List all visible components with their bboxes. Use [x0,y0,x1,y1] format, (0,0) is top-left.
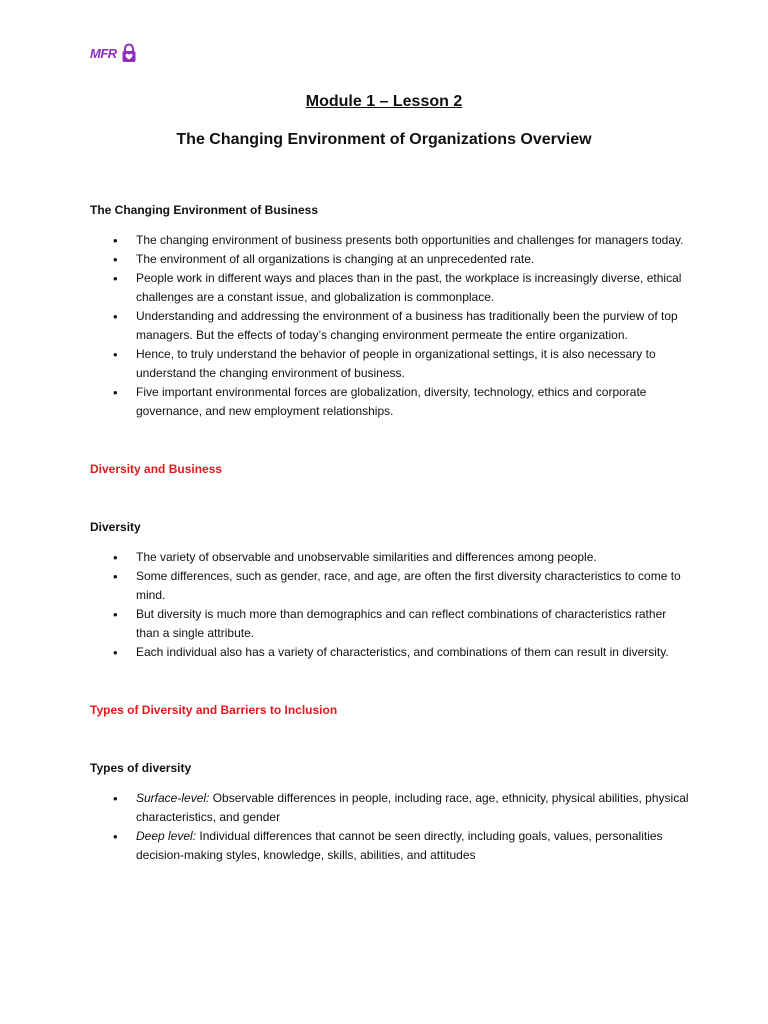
list-item [90,827,690,865]
list-item: • Each individual also has a variety of characteristics, and combinations of them can result in diversity. [90,643,690,662]
term-deep-level: Deep level: [136,829,197,843]
page-title: Module 1 – Lesson 2 [305,93,463,110]
definition-surface-level: Observable differences in people, including race, age, ethnicity, physical abilities, physical characteristics, and gender [136,791,689,824]
logo [90,42,138,64]
bullet-list-types-of-diversity [90,789,690,865]
list-item: • The changing environment of business presents both opportunities and challenges for managers today. [90,231,690,250]
section-heading-diversity-and-business: Diversity and Business [90,462,223,476]
list-item: • People work in different ways and places than in the past, the workplace is increasingly diverse, ethical challenges are a constant issue, and globalization is commonplace. [90,269,690,307]
lock-icon [120,42,138,64]
list-item: • Hence, to truly understand the behavior of people in organizational settings, it is also necessary to understand the changing environment of business. [90,345,690,383]
list-item [90,789,690,827]
section-heading-types-of-diversity-barriers: Types of Diversity and Barriers to Inclusion [90,703,338,717]
list-item: • But diversity is much more than demographics and can reflect combinations of characteristics rather than a single attribute. [90,605,690,643]
document-body [90,201,690,865]
bullet-list-diversity [90,548,690,662]
logo-text: MFR [90,45,117,61]
section-heading-diversity: Diversity [90,520,141,534]
page-subtitle: The Changing Environment of Organizations Overview [176,131,592,148]
list-item: • The environment of all organizations is changing at an unprecedented rate. [90,250,690,269]
list-item: • The variety of observable and unobservable similarities and differences among people. [90,548,690,567]
section-heading-types-of-diversity: Types of diversity [90,761,192,775]
term-surface-level: Surface-level: [136,791,210,805]
list-item: • Understanding and addressing the environment of a business has traditionally been the purview of top managers. But the effects of today’s changing environment permeate the entire organization. [90,307,690,345]
list-item: • Five important environmental forces are globalization, diversity, technology, ethics and corporate governance, and new employment relationships. [90,383,690,421]
bullet-list-changing-environment [90,231,690,421]
section-heading-changing-environment: The Changing Environment of Business [90,203,319,217]
list-item: • Some differences, such as gender, race, and age, are often the first diversity characteristics to come to mind. [90,567,690,605]
definition-deep-level: Individual differences that cannot be seen directly, including goals, values, personalities decision-making styles, knowledge, skills, abilities, and attitudes [136,829,663,862]
